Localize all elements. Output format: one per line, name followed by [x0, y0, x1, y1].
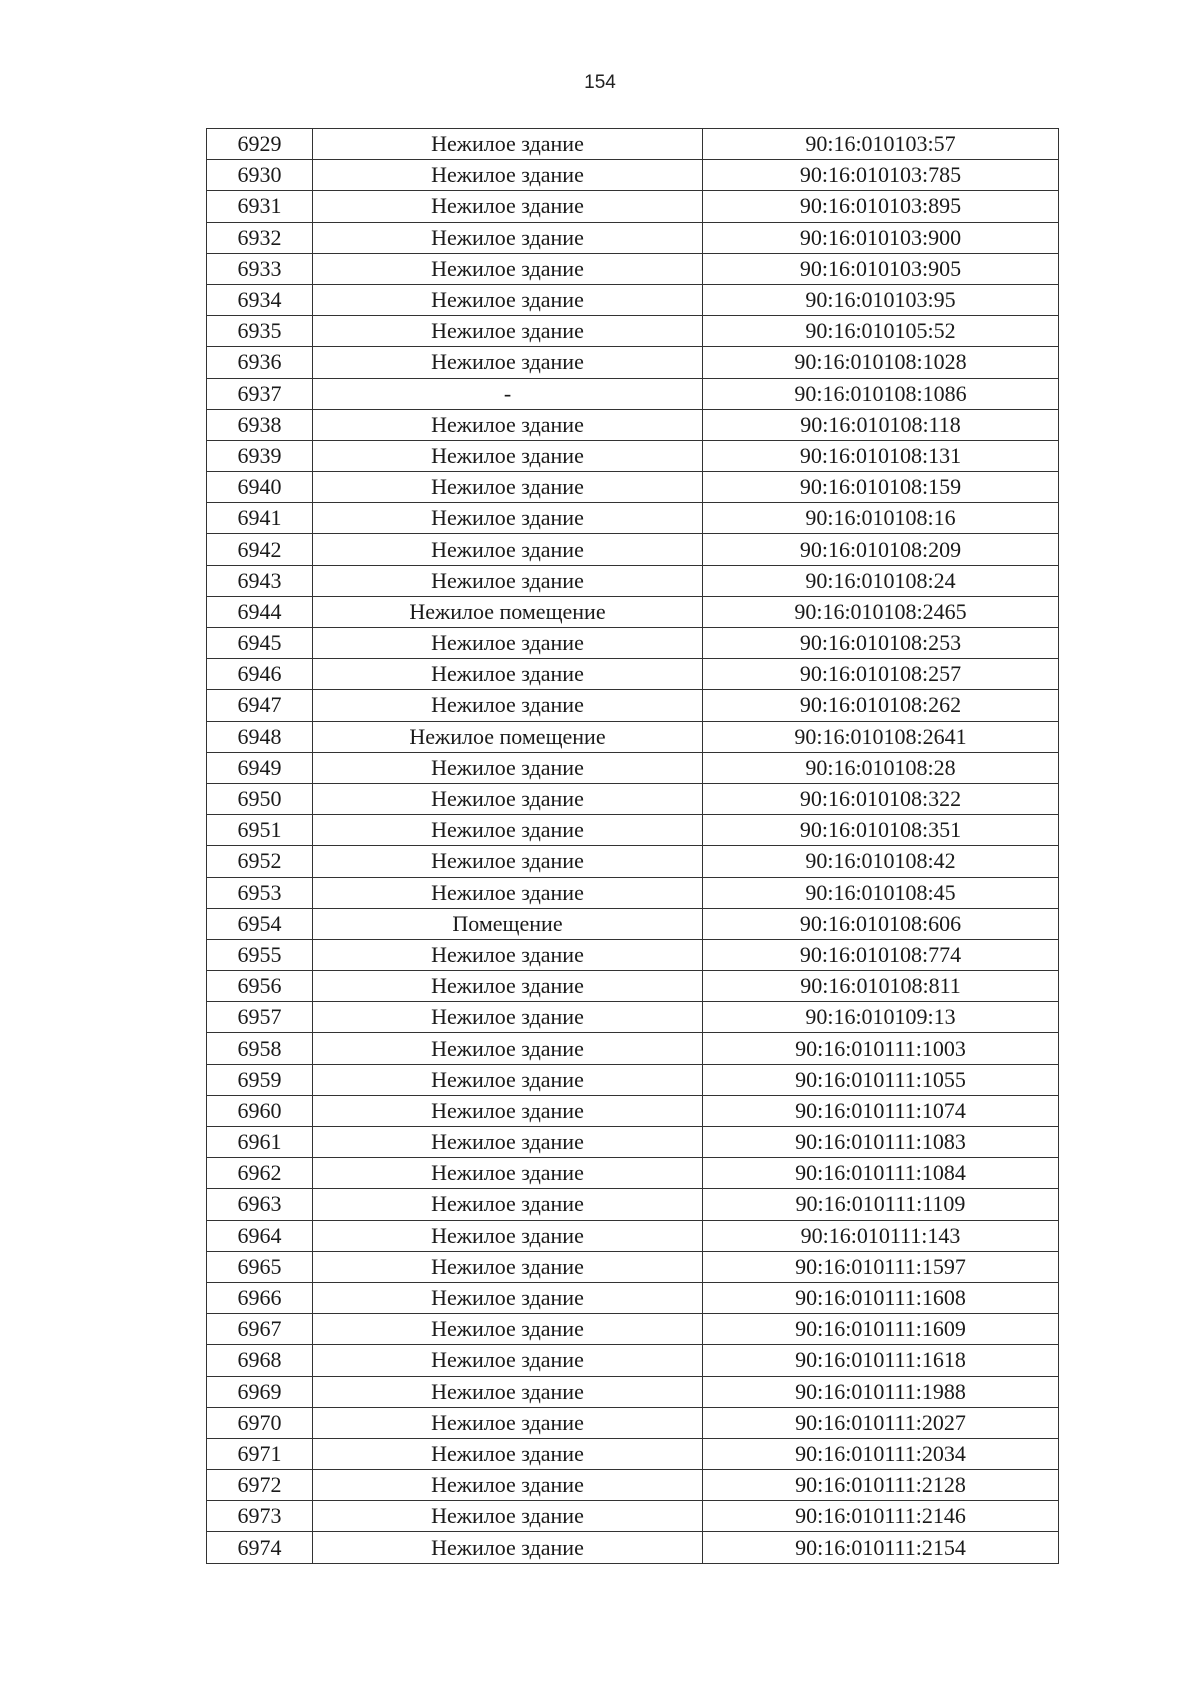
object-type-cell: Нежилое здание — [313, 129, 703, 160]
object-type-cell: Нежилое здание — [313, 846, 703, 877]
cadastral-number-cell: 90:16:010105:52 — [703, 316, 1059, 347]
cadastral-number-cell: 90:16:010111:1084 — [703, 1158, 1059, 1189]
row-number-cell: 6968 — [207, 1345, 313, 1376]
row-number-cell: 6971 — [207, 1438, 313, 1469]
row-number-cell: 6933 — [207, 253, 313, 284]
cadastral-number-cell: 90:16:010103:95 — [703, 284, 1059, 315]
row-number-cell: 6946 — [207, 659, 313, 690]
object-type-cell: Нежилое здание — [313, 284, 703, 315]
cadastral-number-cell: 90:16:010108:2641 — [703, 721, 1059, 752]
table-row — [207, 690, 1059, 721]
cadastral-number-cell: 90:16:010103:905 — [703, 253, 1059, 284]
registry-table — [206, 128, 1059, 1564]
row-number-cell: 6934 — [207, 284, 313, 315]
row-number-cell: 6972 — [207, 1470, 313, 1501]
table-row — [207, 1002, 1059, 1033]
table-row — [207, 1095, 1059, 1126]
object-type-cell: Нежилое здание — [313, 783, 703, 814]
row-number-cell: 6937 — [207, 378, 313, 409]
object-type-cell: Нежилое здание — [313, 160, 703, 191]
table-row — [207, 1532, 1059, 1563]
table-row — [207, 1438, 1059, 1469]
cadastral-number-cell: 90:16:010108:42 — [703, 846, 1059, 877]
object-type-cell: Нежилое здание — [313, 1158, 703, 1189]
row-number-cell: 6973 — [207, 1501, 313, 1532]
table-row — [207, 596, 1059, 627]
row-number-cell: 6963 — [207, 1189, 313, 1220]
row-number-cell: 6956 — [207, 971, 313, 1002]
row-number-cell: 6929 — [207, 129, 313, 160]
cadastral-number-cell: 90:16:010108:24 — [703, 565, 1059, 596]
cadastral-number-cell: 90:16:010108:253 — [703, 628, 1059, 659]
row-number-cell: 6942 — [207, 534, 313, 565]
object-type-cell: Нежилое здание — [313, 409, 703, 440]
cadastral-number-cell: 90:16:010108:262 — [703, 690, 1059, 721]
object-type-cell: Нежилое здание — [313, 659, 703, 690]
table-row — [207, 160, 1059, 191]
table-row — [207, 877, 1059, 908]
table-row — [207, 1220, 1059, 1251]
row-number-cell: 6947 — [207, 690, 313, 721]
object-type-cell: Нежилое здание — [313, 191, 703, 222]
object-type-cell: Нежилое здание — [313, 1345, 703, 1376]
object-type-cell: Нежилое здание — [313, 222, 703, 253]
row-number-cell: 6974 — [207, 1532, 313, 1563]
table-row — [207, 253, 1059, 284]
cadastral-number-cell: 90:16:010108:351 — [703, 815, 1059, 846]
object-type-cell: Нежилое здание — [313, 1376, 703, 1407]
table-row — [207, 1064, 1059, 1095]
table-row — [207, 1127, 1059, 1158]
cadastral-number-cell: 90:16:010103:895 — [703, 191, 1059, 222]
cadastral-number-cell: 90:16:010108:1028 — [703, 347, 1059, 378]
object-type-cell: Нежилое здание — [313, 565, 703, 596]
cadastral-number-cell: 90:16:010111:1109 — [703, 1189, 1059, 1220]
table-body — [207, 129, 1059, 1564]
row-number-cell: 6970 — [207, 1407, 313, 1438]
cadastral-number-cell: 90:16:010108:28 — [703, 752, 1059, 783]
cadastral-number-cell: 90:16:010108:209 — [703, 534, 1059, 565]
cadastral-number-cell: 90:16:010103:900 — [703, 222, 1059, 253]
object-type-cell: Нежилое здание — [313, 815, 703, 846]
cadastral-number-cell: 90:16:010111:1055 — [703, 1064, 1059, 1095]
row-number-cell: 6948 — [207, 721, 313, 752]
table-row — [207, 659, 1059, 690]
table-row — [207, 409, 1059, 440]
object-type-cell: Нежилое здание — [313, 939, 703, 970]
table-row — [207, 1501, 1059, 1532]
table-row — [207, 1251, 1059, 1282]
row-number-cell: 6967 — [207, 1314, 313, 1345]
cadastral-number-cell: 90:16:010108:1086 — [703, 378, 1059, 409]
object-type-cell: Нежилое здание — [313, 1282, 703, 1313]
object-type-cell: Нежилое здание — [313, 1095, 703, 1126]
row-number-cell: 6955 — [207, 939, 313, 970]
object-type-cell: Нежилое здание — [313, 253, 703, 284]
row-number-cell: 6940 — [207, 472, 313, 503]
table-row — [207, 846, 1059, 877]
row-number-cell: 6953 — [207, 877, 313, 908]
cadastral-number-cell: 90:16:010108:16 — [703, 503, 1059, 534]
row-number-cell: 6954 — [207, 908, 313, 939]
row-number-cell: 6965 — [207, 1251, 313, 1282]
row-number-cell: 6962 — [207, 1158, 313, 1189]
row-number-cell: 6941 — [207, 503, 313, 534]
row-number-cell: 6932 — [207, 222, 313, 253]
cadastral-number-cell: 90:16:010111:1003 — [703, 1033, 1059, 1064]
table-row — [207, 1282, 1059, 1313]
object-type-cell: Нежилое здание — [313, 1407, 703, 1438]
table-row — [207, 378, 1059, 409]
table-row — [207, 503, 1059, 534]
object-type-cell: Нежилое здание — [313, 1189, 703, 1220]
row-number-cell: 6943 — [207, 565, 313, 596]
cadastral-number-cell: 90:16:010111:1609 — [703, 1314, 1059, 1345]
object-type-cell: Нежилое здание — [313, 472, 703, 503]
object-type-cell: Нежилое здание — [313, 503, 703, 534]
row-number-cell: 6936 — [207, 347, 313, 378]
row-number-cell: 6944 — [207, 596, 313, 627]
table-row — [207, 752, 1059, 783]
object-type-cell: Нежилое здание — [313, 877, 703, 908]
object-type-cell: Нежилое здание — [313, 628, 703, 659]
cadastral-number-cell: 90:16:010111:1597 — [703, 1251, 1059, 1282]
row-number-cell: 6966 — [207, 1282, 313, 1313]
object-type-cell: Нежилое здание — [313, 1064, 703, 1095]
table-row — [207, 939, 1059, 970]
page-number: 154 — [584, 72, 616, 93]
cadastral-number-cell: 90:16:010108:45 — [703, 877, 1059, 908]
table-row — [207, 908, 1059, 939]
table-row — [207, 129, 1059, 160]
table-row — [207, 565, 1059, 596]
table-row — [207, 1407, 1059, 1438]
object-type-cell: Нежилое здание — [313, 1002, 703, 1033]
cadastral-number-cell: 90:16:010111:2146 — [703, 1501, 1059, 1532]
object-type-cell: Нежилое здание — [313, 316, 703, 347]
object-type-cell: Нежилое здание — [313, 690, 703, 721]
table-row — [207, 721, 1059, 752]
row-number-cell: 6959 — [207, 1064, 313, 1095]
table-row — [207, 440, 1059, 471]
row-number-cell: 6930 — [207, 160, 313, 191]
object-type-cell: Нежилое здание — [313, 1532, 703, 1563]
cadastral-number-cell: 90:16:010108:811 — [703, 971, 1059, 1002]
row-number-cell: 6957 — [207, 1002, 313, 1033]
row-number-cell: 6951 — [207, 815, 313, 846]
table-row — [207, 1470, 1059, 1501]
row-number-cell: 6961 — [207, 1127, 313, 1158]
table-row — [207, 534, 1059, 565]
cadastral-number-cell: 90:16:010108:131 — [703, 440, 1059, 471]
row-number-cell: 6931 — [207, 191, 313, 222]
cadastral-number-cell: 90:16:010108:2465 — [703, 596, 1059, 627]
row-number-cell: 6969 — [207, 1376, 313, 1407]
cadastral-number-cell: 90:16:010111:1608 — [703, 1282, 1059, 1313]
cadastral-number-cell: 90:16:010108:118 — [703, 409, 1059, 440]
cadastral-number-cell: 90:16:010111:1618 — [703, 1345, 1059, 1376]
cadastral-number-cell: 90:16:010109:13 — [703, 1002, 1059, 1033]
table-row — [207, 1189, 1059, 1220]
cadastral-number-cell: 90:16:010108:606 — [703, 908, 1059, 939]
table-row — [207, 1158, 1059, 1189]
object-type-cell: Нежилое здание — [313, 1033, 703, 1064]
object-type-cell: Помещение — [313, 908, 703, 939]
cadastral-number-cell: 90:16:010108:159 — [703, 472, 1059, 503]
object-type-cell: Нежилое здание — [313, 1314, 703, 1345]
object-type-cell: Нежилое здание — [313, 1438, 703, 1469]
row-number-cell: 6945 — [207, 628, 313, 659]
row-number-cell: 6960 — [207, 1095, 313, 1126]
row-number-cell: 6964 — [207, 1220, 313, 1251]
object-type-cell: Нежилое здание — [313, 1127, 703, 1158]
cadastral-number-cell: 90:16:010111:2128 — [703, 1470, 1059, 1501]
object-type-cell: Нежилое помещение — [313, 596, 703, 627]
table-row — [207, 347, 1059, 378]
object-type-cell: - — [313, 378, 703, 409]
table-row — [207, 316, 1059, 347]
object-type-cell: Нежилое здание — [313, 534, 703, 565]
table-row — [207, 191, 1059, 222]
object-type-cell: Нежилое здание — [313, 1220, 703, 1251]
object-type-cell: Нежилое здание — [313, 752, 703, 783]
object-type-cell: Нежилое здание — [313, 1470, 703, 1501]
object-type-cell: Нежилое здание — [313, 440, 703, 471]
row-number-cell: 6939 — [207, 440, 313, 471]
row-number-cell: 6935 — [207, 316, 313, 347]
row-number-cell: 6938 — [207, 409, 313, 440]
cadastral-number-cell: 90:16:010111:1988 — [703, 1376, 1059, 1407]
cadastral-number-cell: 90:16:010111:143 — [703, 1220, 1059, 1251]
table-row — [207, 783, 1059, 814]
table-row — [207, 971, 1059, 1002]
table-row — [207, 284, 1059, 315]
object-type-cell: Нежилое здание — [313, 1501, 703, 1532]
cadastral-number-cell: 90:16:010108:322 — [703, 783, 1059, 814]
object-type-cell: Нежилое помещение — [313, 721, 703, 752]
row-number-cell: 6958 — [207, 1033, 313, 1064]
table-row — [207, 472, 1059, 503]
row-number-cell: 6949 — [207, 752, 313, 783]
object-type-cell: Нежилое здание — [313, 1251, 703, 1282]
cadastral-number-cell: 90:16:010108:774 — [703, 939, 1059, 970]
cadastral-number-cell: 90:16:010111:1083 — [703, 1127, 1059, 1158]
row-number-cell: 6950 — [207, 783, 313, 814]
table-row — [207, 1314, 1059, 1345]
table-row — [207, 815, 1059, 846]
row-number-cell: 6952 — [207, 846, 313, 877]
cadastral-number-cell: 90:16:010111:2154 — [703, 1532, 1059, 1563]
table-row — [207, 628, 1059, 659]
table-row — [207, 1033, 1059, 1064]
cadastral-number-cell: 90:16:010111:1074 — [703, 1095, 1059, 1126]
table-row — [207, 222, 1059, 253]
cadastral-number-cell: 90:16:010103:57 — [703, 129, 1059, 160]
cadastral-number-cell: 90:16:010103:785 — [703, 160, 1059, 191]
table-row — [207, 1345, 1059, 1376]
object-type-cell: Нежилое здание — [313, 971, 703, 1002]
table-row — [207, 1376, 1059, 1407]
object-type-cell: Нежилое здание — [313, 347, 703, 378]
cadastral-number-cell: 90:16:010108:257 — [703, 659, 1059, 690]
cadastral-number-cell: 90:16:010111:2034 — [703, 1438, 1059, 1469]
cadastral-number-cell: 90:16:010111:2027 — [703, 1407, 1059, 1438]
